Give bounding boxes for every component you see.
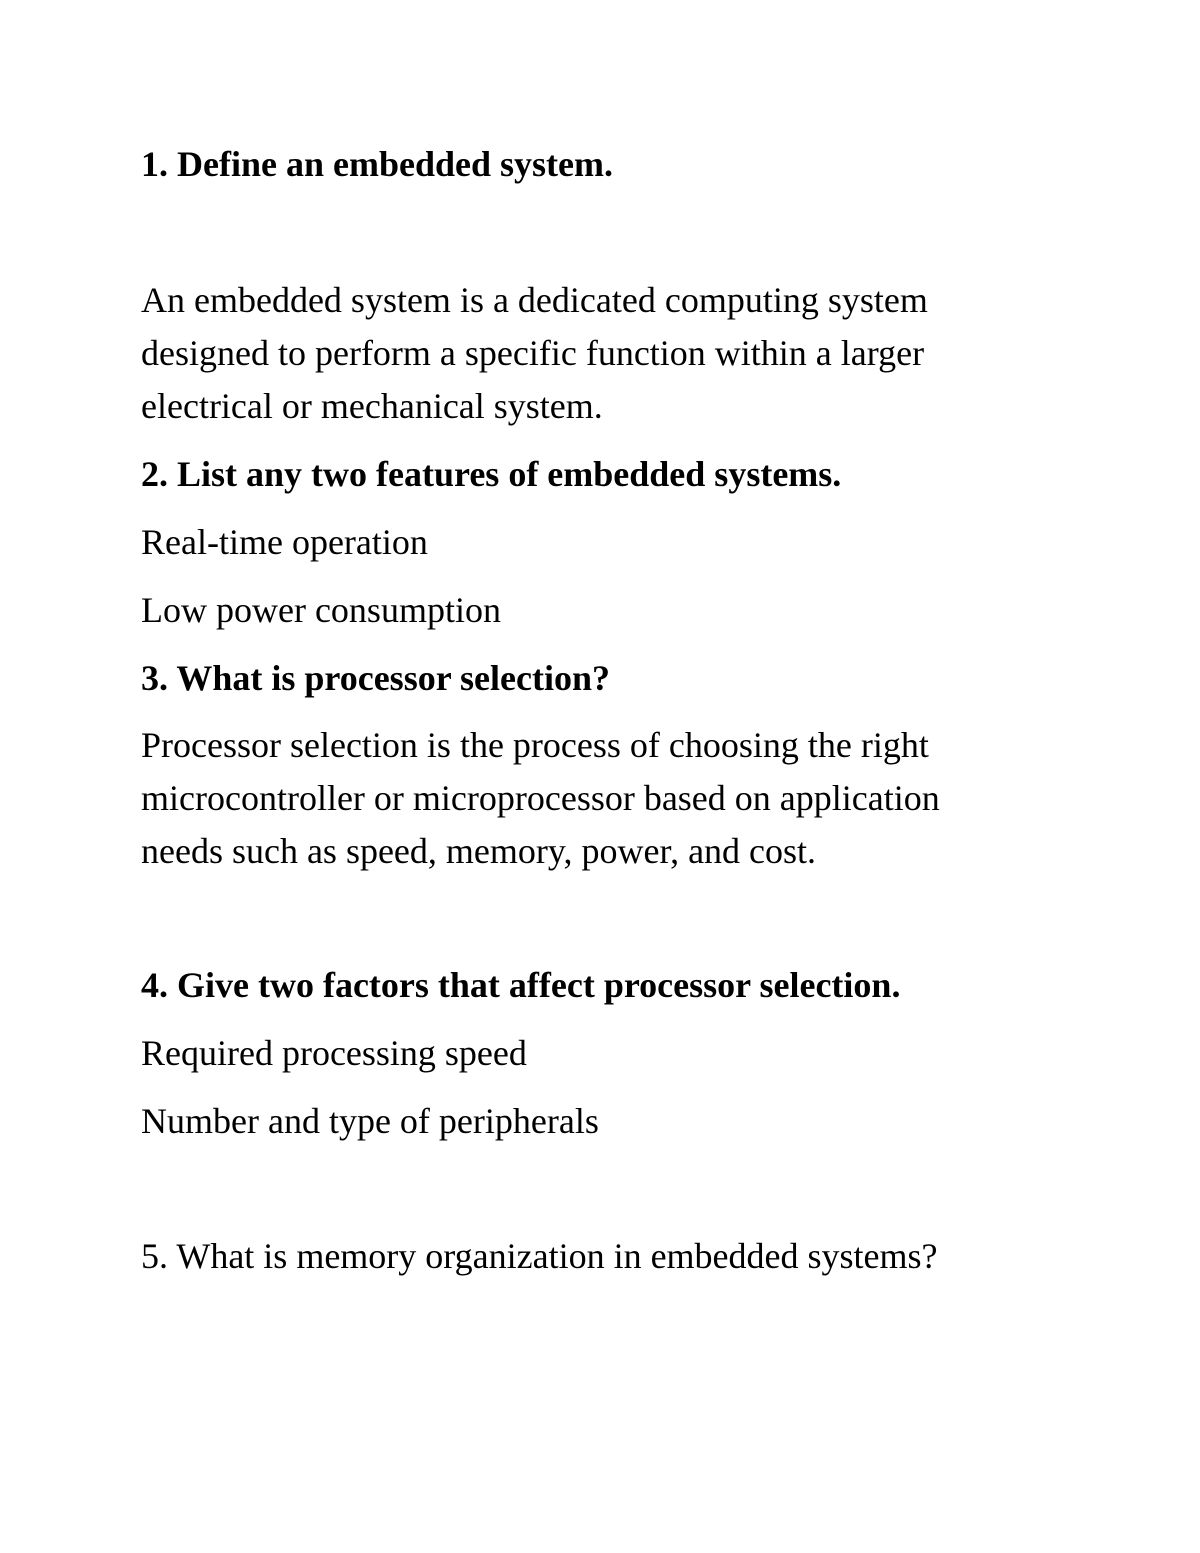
answer-2-item-2: Low power consumption — [141, 590, 501, 630]
answer-3-line-1: Processor selection is the process of choosing the right — [141, 725, 929, 765]
answer-1-line-2: designed to perform a specific function within a larger — [141, 333, 925, 373]
answer-3-line-2: microcontroller or microprocessor based on application — [141, 778, 940, 818]
answer-3-line-3: needs such as speed, memory, power, and cost. — [141, 831, 817, 871]
answer-4-item-2: Number and type of peripherals — [141, 1101, 599, 1141]
answer-1-line-1: An embedded system is a dedicated computing system — [141, 280, 928, 320]
question-2-heading: 2. List any two features of embedded systems. — [141, 454, 842, 494]
question-3-heading: 3. What is processor selection? — [141, 658, 610, 698]
answer-2-item-1: Real-time operation — [141, 522, 428, 562]
question-4-heading: 4. Give two factors that affect processor selection. — [141, 965, 901, 1005]
question-1-heading: 1. Define an embedded system. — [141, 144, 613, 184]
question-5-text: 5. What is memory organization in embedded systems? — [141, 1236, 938, 1276]
answer-4-item-1: Required processing speed — [141, 1033, 527, 1073]
answer-1-line-3: electrical or mechanical system. — [141, 386, 603, 426]
